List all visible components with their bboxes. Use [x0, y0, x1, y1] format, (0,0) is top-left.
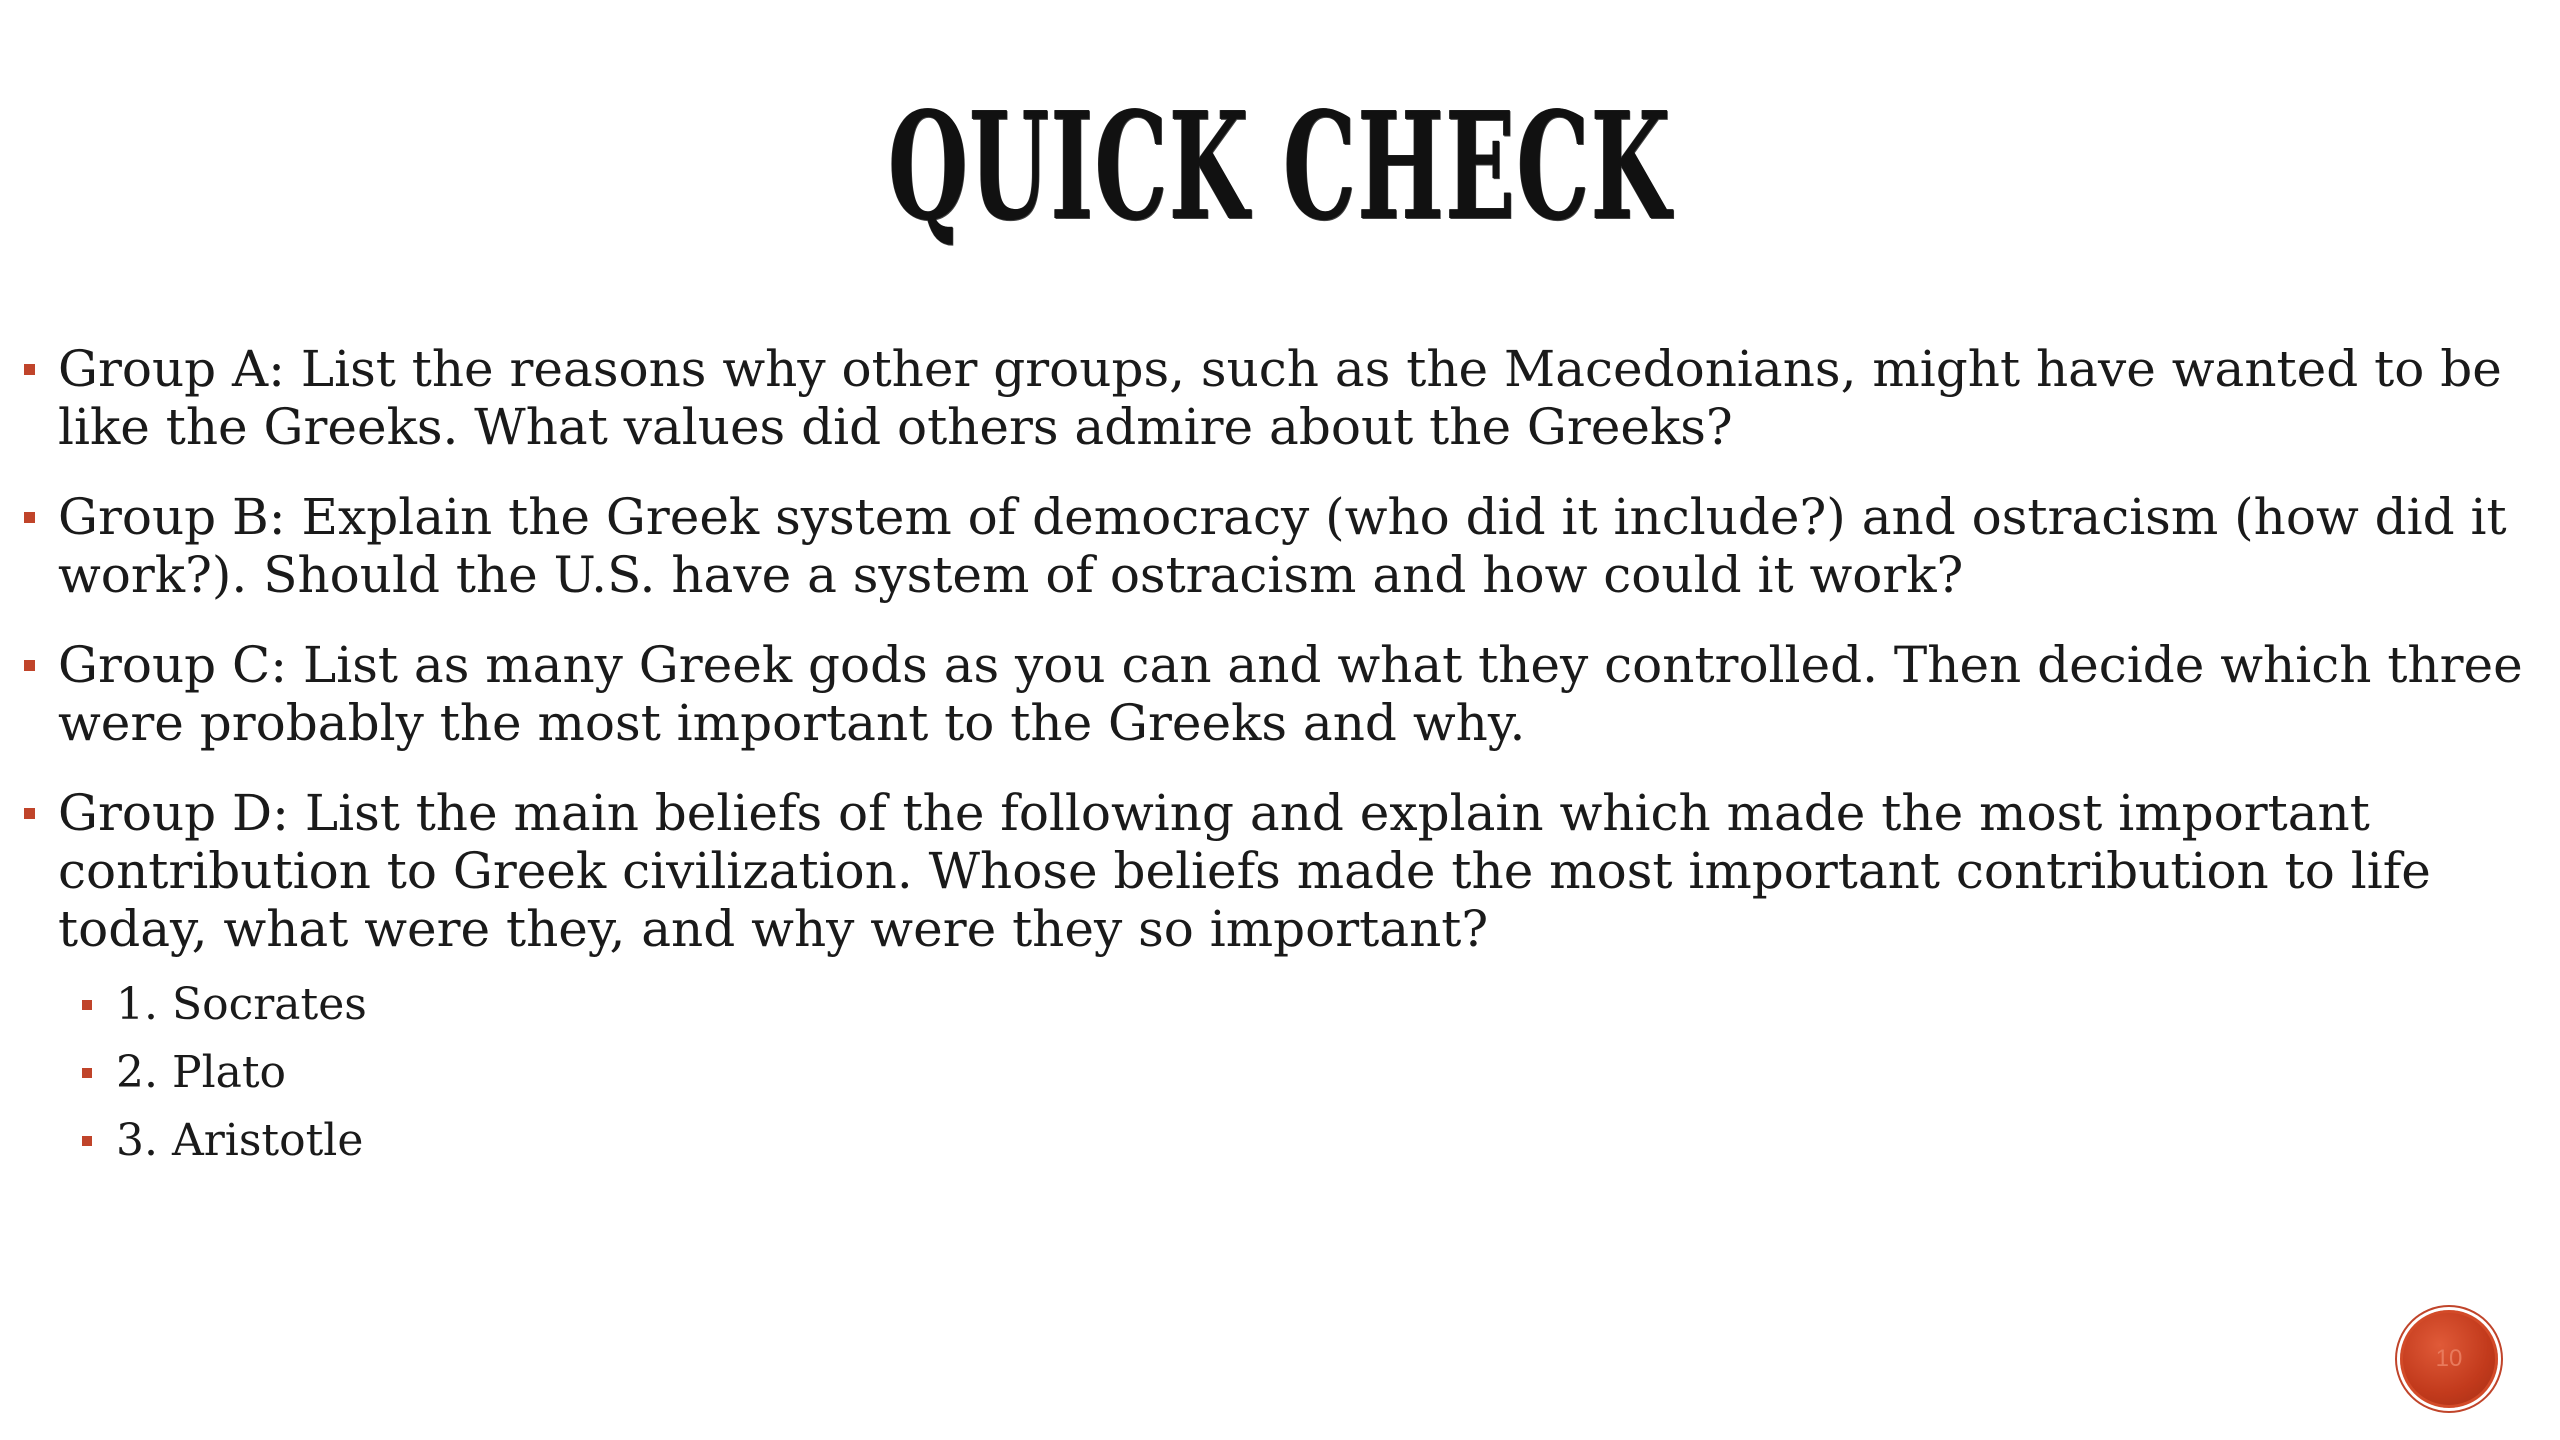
- sub-bullet-text: 3. Aristotle: [116, 1115, 364, 1166]
- sub-bullet-list: [24, 980, 2544, 1166]
- sub-bullet-aristotle: [24, 1116, 2544, 1166]
- bullet-text: Group C: List as many Greek gods as you can and what they controlled. Then decide which three were probably the most important to the Greeks and why.: [58, 636, 2523, 752]
- slide-title: QUICK CHECK: [888, 79, 1672, 253]
- bullet-marker-icon: [24, 364, 35, 375]
- bullet-list: [24, 340, 2544, 1184]
- sub-bullet-plato: [24, 1048, 2544, 1098]
- bullet-marker-icon: [24, 660, 35, 671]
- bullet-group-b: [24, 488, 2544, 604]
- sub-bullet-marker-icon: [82, 1136, 92, 1146]
- bullet-marker-icon: [24, 512, 35, 523]
- bullet-text: Group B: Explain the Greek system of democracy (who did it include?) and ostracism (how did it work?). Should the U.S. have a system of ostracism and how could it work?: [58, 488, 2507, 604]
- bullet-group-c: [24, 636, 2544, 752]
- bullet-group-a: [24, 340, 2544, 456]
- sub-bullet-text: 1. Socrates: [116, 979, 367, 1030]
- sub-bullet-socrates: [24, 980, 2544, 1030]
- sub-bullet-marker-icon: [82, 1000, 92, 1010]
- sub-bullet-text: 2. Plato: [116, 1047, 287, 1098]
- slide-number-badge: 10: [2400, 1310, 2498, 1408]
- bullet-marker-icon: [24, 808, 35, 819]
- bullet-text: Group A: List the reasons why other groups, such as the Macedonians, might have wanted to be like the Greeks. What values did others admire about the Greeks?: [58, 340, 2502, 456]
- sub-bullet-marker-icon: [82, 1068, 92, 1078]
- bullet-group-d: [24, 784, 2544, 958]
- bullet-text: Group D: List the main beliefs of the following and explain which made the most important contribution to Greek civilization. Whose beliefs made the most important contribution to life today, what were they, and why were they so important?: [58, 784, 2431, 958]
